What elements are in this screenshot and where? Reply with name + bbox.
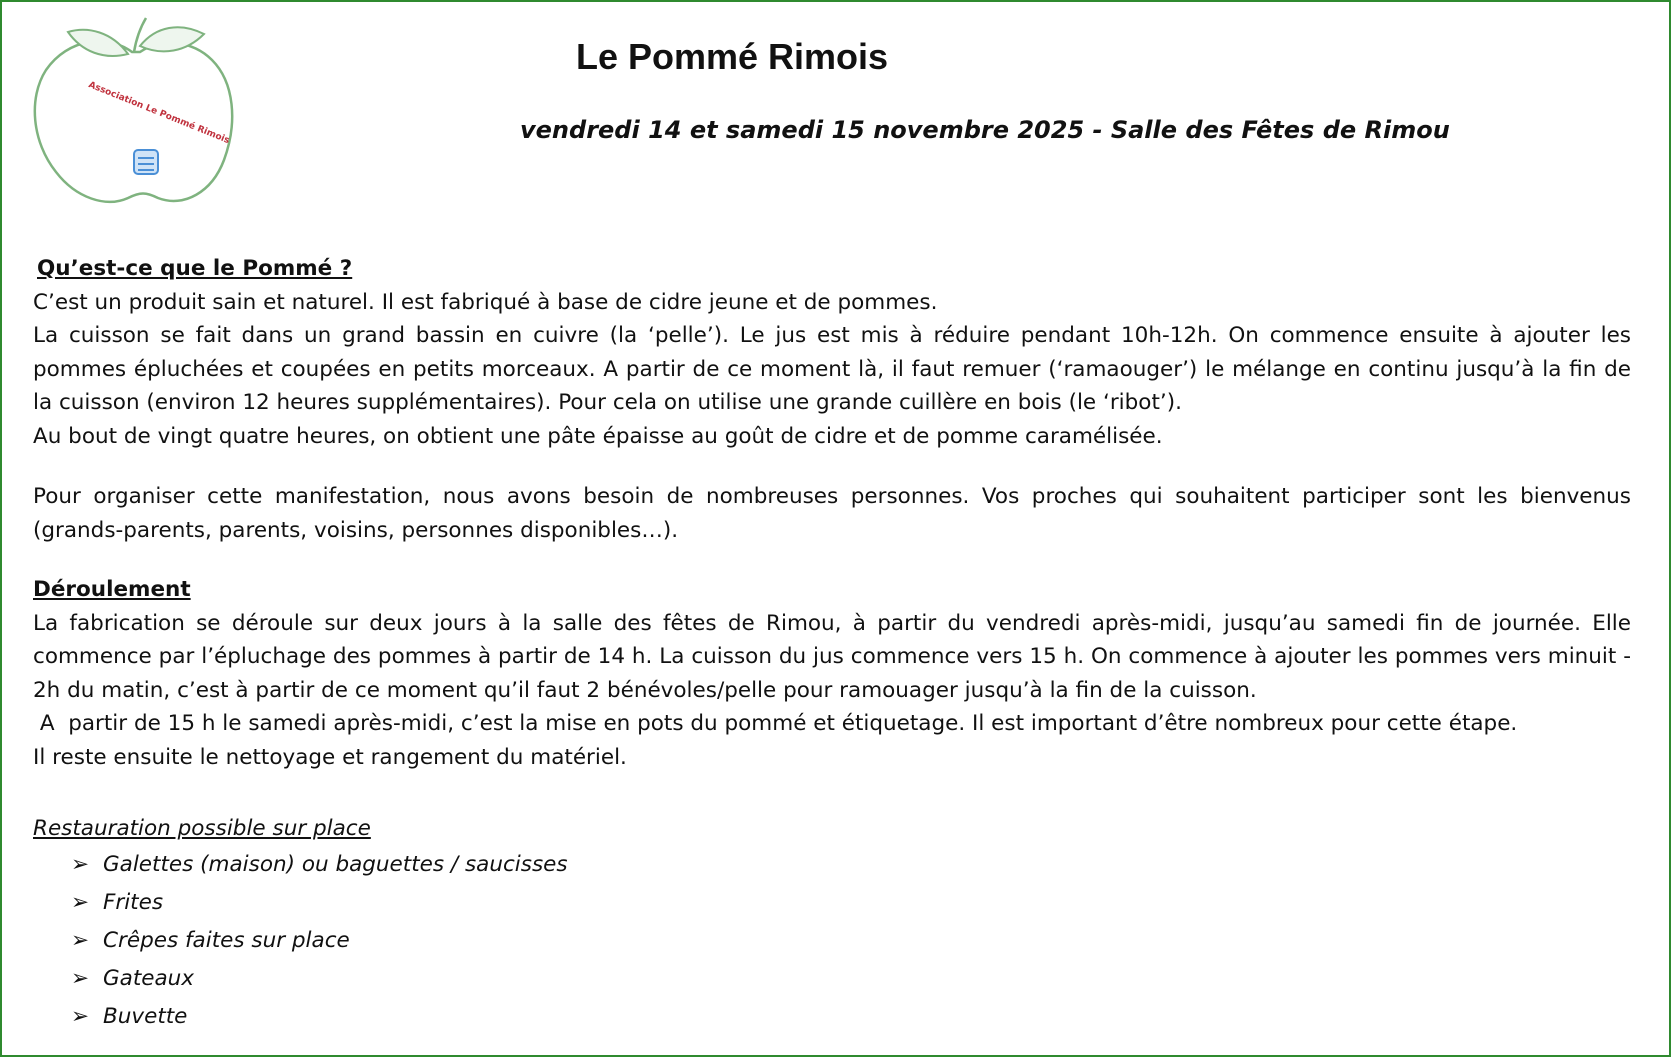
- arrow-bullet-icon: ➢: [71, 1003, 90, 1029]
- list-item: [71, 998, 1631, 1036]
- paragraph-potting: A partir de 15 h le samedi après-midi, c’est la mise en pots du pommé et étiquetage. Il est important d’être nombreux pour cette étape.: [33, 711, 1518, 736]
- paragraph-cleanup: Il reste ensuite le nettoyage et rangement du matériel.: [33, 744, 627, 770]
- spacer: [33, 547, 1631, 573]
- paragraph-cuisson: La cuisson se fait dans un grand bassin en cuivre (la ‘pelle’). Le jus est mis à réduire pendant 10h-12h. On commence ensuite à ajouter les pommes épluchées et coupées en petits morceaux. A partir de ce moment là, il faut remuer (‘ramaouger’) le mélange en continu jusqu’à la fin de la cuisson (environ 12 heures supplémentaires). Pour cela on utilise une grande cuillère en bois (le ‘ribot’).: [33, 323, 1631, 415]
- logo-text: Association Le Pommé Rimois: [86, 80, 231, 147]
- document-body: [33, 252, 1631, 1036]
- list-item-label: Galettes (maison) ou baguettes / saucisses: [103, 851, 568, 877]
- list-item: [71, 960, 1631, 998]
- event-date-location: vendredi 14 et samedi 15 novembre 2025 - Salle des Fêtes de Rimou: [520, 116, 1450, 144]
- list-item-label: Crêpes faites sur place: [103, 927, 350, 953]
- list-item: [71, 922, 1631, 960]
- page-title: Le Pommé Rimois: [575, 36, 889, 77]
- heading-deroulement: Déroulement: [33, 577, 191, 602]
- list-item-label: Gateaux: [103, 965, 195, 991]
- list-item-label: Frites: [103, 889, 164, 915]
- restauration-list: [33, 846, 1631, 1036]
- heading-restauration: Restauration possible sur place: [33, 816, 371, 841]
- paragraph-schedule: La fabrication se déroule sur deux jours à la salle des fêtes de Rimou, à partir du vendredi après-midi, jusqu’au samedi fin de journée. Elle commence par l’épluchage des pommes à partir de 14 h. La cuisson du jus commence vers 15 h. On commence à ajouter les pommes vers minuit - 2h du matin, c’est à partir de ce moment qu’il faut 2 bénévoles/pelle pour ramouager jusqu’à la fin de la cuisson.: [33, 610, 1631, 703]
- list-item: [71, 884, 1631, 922]
- list-item-label: Buvette: [103, 1003, 188, 1029]
- heading-what-is-pomme: Qu’est-ce que le Pommé ?: [37, 256, 353, 281]
- list-item: [71, 846, 1631, 884]
- arrow-bullet-icon: ➢: [71, 851, 90, 877]
- arrow-bullet-icon: ➢: [71, 965, 90, 991]
- spacer: [33, 774, 1631, 812]
- arrow-bullet-icon: ➢: [71, 889, 90, 915]
- spacer: [33, 453, 1631, 480]
- paragraph-result: Au bout de vingt quatre heures, on obtient une pâte épaisse au goût de cidre et de pomme caramélisée.: [33, 423, 1163, 449]
- paragraph-intro: C’est un produit sain et naturel. Il est fabriqué à base de cidre jeune et de pommes.: [33, 289, 938, 315]
- paragraph-volunteers: Pour organiser cette manifestation, nous avons besoin de nombreuses personnes. Vos proches qui souhaitent participer sont les bienvenus (grands-parents, parents, voisins, personnes disponibles…).: [33, 484, 1631, 543]
- arrow-bullet-icon: ➢: [71, 927, 90, 953]
